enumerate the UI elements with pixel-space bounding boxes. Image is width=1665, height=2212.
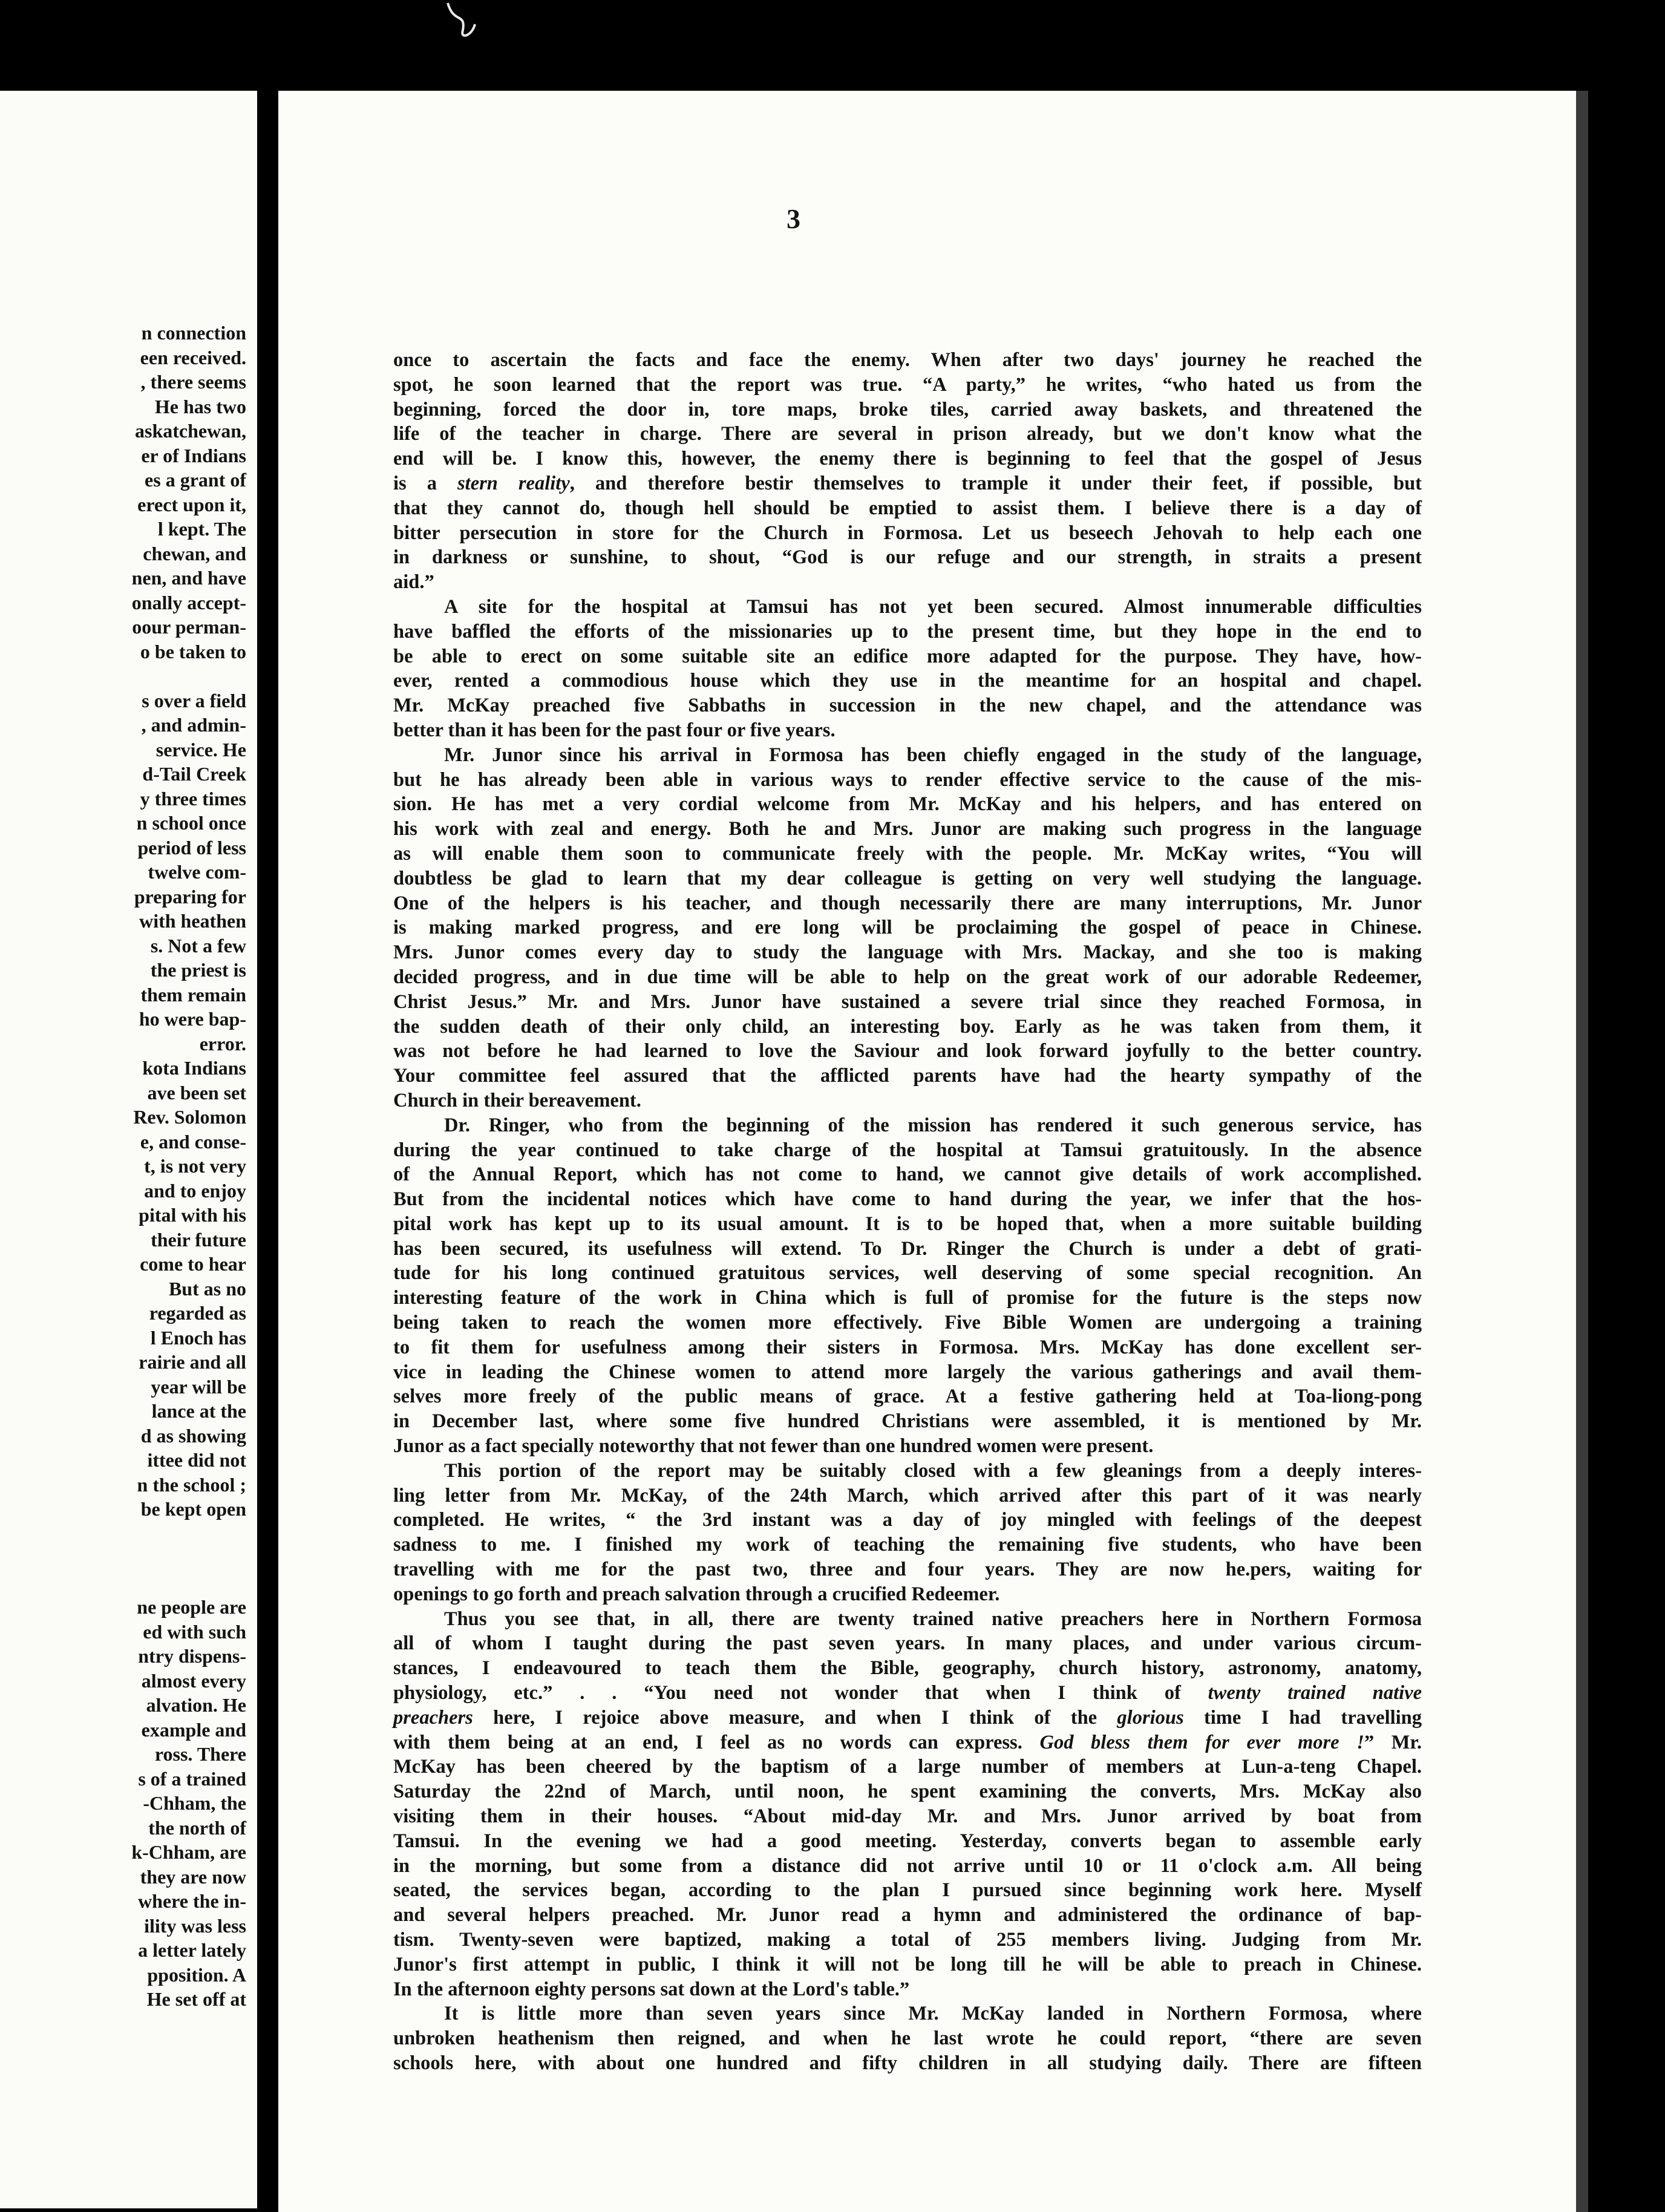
left-line: l Enoch has (150, 1326, 246, 1349)
left-line: ho were bap- (139, 1008, 246, 1030)
left-line: pposition. A (147, 1963, 246, 1986)
text-line: Mr. McKay preached five Sabbaths in succession in the new chapel, and the attendance was (393, 695, 1422, 717)
text-line: in darkness or sunshine, to shout, “God is our refuge and our strength, in straits a present (393, 546, 1422, 569)
text-line: has been secured, its usefulness will extend. To Dr. Ringer the Church is under a debt of grati- (393, 1237, 1422, 1260)
text-line: One of the helpers is his teacher, and though necessarily there are many interruptions, Mr. Junor (393, 892, 1422, 914)
left-line: lance at the (151, 1400, 246, 1422)
text-line: In the afternoon eighty persons sat down at the Lord's table.” (393, 1978, 910, 2000)
text-line: schools here, with about one hundred and fifty children in all studying daily. There are fifteen (393, 2052, 1422, 2074)
left-line: l kept. The (157, 518, 246, 540)
left-line: chewan, and (143, 542, 246, 564)
text-line: all of whom I taught during the past seven years. In many places, and under various circum- (393, 1632, 1422, 1655)
text-line: aid.” (393, 571, 434, 594)
left-line: s over a field (142, 689, 246, 712)
left-line: -Chham, the (143, 1792, 246, 1814)
text-line: but he has already been able in various ways to render effective service to the cause of the mis- (393, 768, 1422, 791)
left-line: d as showing (140, 1424, 246, 1447)
text-line: better than it has been for the past four or five years. (393, 719, 836, 741)
left-line: onally accept- (131, 591, 246, 614)
left-line: with heathen (139, 910, 246, 932)
italic-text: twenty trained native (1208, 1682, 1422, 1704)
text-line (393, 471, 1422, 496)
text-line: McKay has been cheered by the baptism of a large number of members at Lun-a-teng Chapel. (393, 1756, 1422, 1778)
left-line: period of less (137, 836, 246, 859)
text-line: It is little more than seven years since Mr. McKay landed in Northern Formosa, where (444, 2003, 1422, 2025)
gutter (257, 91, 278, 2208)
text-segment: physiology, etc.” . . “You need not wonder that when I think of (393, 1682, 1208, 1704)
left-line: pital with his (139, 1204, 246, 1226)
text-line: the sudden death of their only child, an interesting boy. Early as he was taken from them, it (393, 1015, 1422, 1038)
text-line: seated, the services began, according to the plan I pursued since beginning work here. Myself (393, 1879, 1422, 1902)
left-line: them remain (140, 983, 246, 1006)
text-line: ever, rented a commodious house which they use in the meantime for an hospital and chapel. (393, 670, 1422, 692)
left-line: He has two (154, 395, 246, 417)
left-line: year will be (151, 1375, 246, 1398)
text-line: sadness to me. I finished my work of teaching the remaining five students, who have been (393, 1534, 1422, 1556)
left-line: be kept open (140, 1498, 246, 1520)
page-edge-shadow (1576, 91, 1588, 2212)
left-line: where the in- (138, 1890, 246, 1912)
text-line: travelling with me for the past two, three and four years. They are now he.pers, waiting for (393, 1559, 1422, 1581)
text-line (393, 1706, 1422, 1730)
text-line: This portion of the report may be suitably closed with a few gleanings from a deeply interes- (444, 1459, 1422, 1482)
left-line: e, and conse- (140, 1130, 246, 1153)
text-line (393, 1730, 1422, 1755)
text-line: Mr. Junor since his arrival in Formosa has been chiefly engaged in the study of the language, (444, 744, 1422, 766)
left-line: y three times (140, 787, 246, 810)
text-line: A site for the hospital at Tamsui has not yet been secured. Almost innumerable difficulties (444, 595, 1422, 618)
left-line: askatchewan, (134, 420, 246, 442)
text-line (393, 1681, 1422, 1706)
italic-text: glorious (1117, 1706, 1184, 1729)
text-line: once to ascertain the facts and face the enemy. When after two days' journey he reached the (393, 349, 1422, 371)
text-line: and several helpers preached. Mr. Junor read a hymn and administered the ordinance of bap- (393, 1904, 1422, 1926)
text-line: sion. He has met a very cordial welcome from Mr. McKay and his helpers, and has entered on (393, 793, 1422, 816)
left-line: o be taken to (140, 640, 246, 663)
left-line: error. (199, 1032, 246, 1055)
text-line: Church in their bereavement. (393, 1089, 641, 1111)
left-line: come to hear (140, 1253, 246, 1275)
left-line: n connection (141, 322, 246, 344)
left-line: een received. (140, 346, 246, 368)
left-line: the north of (148, 1816, 246, 1839)
left-line: , and admin- (141, 714, 246, 736)
left-line (131, 1546, 246, 1571)
text-line: Saturday the 22nd of March, until noon, he spent examining the converts, Mrs. McKay also (393, 1781, 1422, 1803)
left-line: ittee did not (147, 1449, 246, 1471)
left-line: they are now (140, 1865, 246, 1888)
left-line (131, 1522, 246, 1546)
left-line: kota Indians (142, 1057, 246, 1079)
left-page-text (131, 321, 246, 2012)
left-line: alvation. He (146, 1694, 246, 1716)
left-line: rairie and all (139, 1351, 246, 1373)
left-line: es a grant of (145, 469, 246, 491)
left-line: a letter lately (138, 1939, 246, 1961)
text-line: ling letter from Mr. McKay, of the 24th March, which arrived after this part of it was nearly (393, 1484, 1422, 1507)
text-segment: here, I rejoice above measure, and when I think of the (473, 1706, 1117, 1729)
text-line: Mrs. Junor comes every day to study the language with Mrs. Mackay, and she too is making (393, 941, 1422, 964)
text-line: doubtless be glad to learn that my dear colleague is getting on very well studying the language. (393, 867, 1422, 889)
text-line: openings to go forth and preach salvation through a crucified Redeemer. (393, 1583, 1000, 1605)
text-line: is making marked progress, and ere long will be proclaiming the gospel of peace in Chinese. (393, 917, 1422, 939)
left-page-fragment (0, 91, 257, 2208)
left-line (131, 664, 246, 689)
left-line: n school once (136, 812, 246, 834)
text-line: stances, I endeavoured to teach them the Bible, geography, church history, astronomy, anatomy, (393, 1657, 1422, 1680)
left-line: k-Chham, are (131, 1841, 246, 1863)
italic-text: stern reality (457, 472, 570, 494)
text-line: completed. He writes, “ the 3rd instant was a day of joy mingled with feelings of the deepest (393, 1509, 1422, 1531)
text-line: tude for his long continued gratuitous services, well deserving of some special recognition. An (393, 1262, 1422, 1284)
left-line: example and (141, 1718, 246, 1741)
text-line: bitter persecution in store for the Church in Formosa. Let us beseech Jehovah to help each one (393, 522, 1422, 544)
left-line (131, 1571, 246, 1595)
text-line: selves more freely of the public means of grace. At a festive gathering held at Toa-liong-pong (393, 1386, 1422, 1408)
left-line: service. He (155, 738, 246, 761)
text-line: Tamsui. In the evening we had a good meeting. Yesterday, converts began to assemble early (393, 1830, 1422, 1852)
text-line: be able to erect on some suitable site an edifice more adapted for the purpose. They have, how- (393, 645, 1422, 667)
text-line: have baffled the efforts of the missionaries up to the present time, but they hope in the end to (393, 620, 1422, 643)
left-line: er of Indians (141, 444, 246, 466)
italic-text: God bless them for ever more ! (1039, 1731, 1364, 1753)
text-line: life of the teacher in charge. There are several in prison already, but we don't know what the (393, 423, 1422, 445)
left-line: Rev. Solomon (133, 1106, 246, 1128)
body-text (393, 348, 1422, 2076)
text-line: Dr. Ringer, who from the beginning of the mission has rendered it such generous service, has (444, 1114, 1422, 1136)
text-segment: time I had travelling (1183, 1706, 1422, 1729)
left-line: oour perman- (132, 616, 246, 638)
text-line: was not before he had learned to love the Saviour and look forward joyfully to the better country. (393, 1040, 1422, 1062)
left-line: But as no (168, 1277, 246, 1300)
text-line: Thus you see that, in all, there are twenty trained native preachers here in Northern Formosa (444, 1608, 1422, 1630)
left-line: n the school ; (137, 1473, 246, 1496)
text-line: tism. Twenty-seven were baptized, making a total of 255 members living. Judging from Mr. (393, 1929, 1422, 1951)
left-line: ntry dispens- (138, 1645, 246, 1667)
left-line: He set off at (146, 1988, 246, 2010)
left-line: nen, and have (131, 567, 246, 589)
left-line: erect upon it, (137, 493, 246, 515)
text-line: Christ Jesus.” Mr. and Mrs. Junor have sustained a severe trial since they reached Formosa, in (393, 990, 1422, 1013)
scan-mark (436, 0, 484, 42)
text-line: end will be. I know this, however, the enemy there is beginning to feel that the gospel of Jesus (393, 448, 1422, 470)
text-line: Junor as a fact specially noteworthy that not fewer than one hundred women were present. (393, 1435, 1154, 1458)
text-line: visiting them in their houses. “About mid-day Mr. and Mrs. Junor arrived by boat from (393, 1805, 1422, 1828)
text-line: Junor's first attempt in public, I think it will not be long till he will be able to preach in Chinese. (393, 1953, 1422, 1975)
text-line: unbroken heathenism then reigned, and when he last wrote he could report, “there are seven (393, 2027, 1422, 2050)
left-line: t, is not very (144, 1155, 246, 1177)
text-line: pital work has kept up to its usual amount. It is to be hoped that, when a more suitable building (393, 1212, 1422, 1235)
left-line: s of a trained (138, 1767, 246, 1790)
text-segment: is a (393, 472, 458, 494)
text-segment: ” Mr. (1364, 1731, 1422, 1753)
left-line: regarded as (149, 1302, 246, 1324)
text-line: vice in leading the Chinese women to attend more largely the various gatherings and avail them- (393, 1361, 1422, 1383)
left-line: ross. There (154, 1743, 246, 1765)
left-line: ave been set (147, 1081, 246, 1104)
text-line: in the morning, but some from a distance did not arrive until 10 or 11 o'clock a.m. All being (393, 1854, 1422, 1877)
left-line: the priest is (150, 959, 246, 981)
text-line: his work with zeal and energy. Both he and Mrs. Junor are making such progress in the language (393, 818, 1422, 840)
text-line: in December last, where some five hundred Christians were assembled, it is mentioned by Mr. (393, 1410, 1422, 1433)
text-line: spot, he soon learned that the report was true. “A party,” he writes, “who hated us from the (393, 373, 1422, 396)
text-segment: with them being at an end, I feel as no words can express. (393, 1731, 1040, 1753)
left-line: their future (151, 1228, 246, 1251)
text-line: being taken to reach the women more effectively. Five Bible Women are undergoing a training (393, 1312, 1422, 1334)
left-line: s. Not a few (150, 934, 246, 957)
left-line: almost every (141, 1669, 246, 1692)
left-line: and to enjoy (144, 1179, 246, 1202)
left-line: , there seems (140, 371, 246, 393)
text-line: But from the incidental notices which have come to hand during the year, we infer that the hos- (393, 1188, 1422, 1211)
left-line: ne people are (137, 1596, 246, 1618)
text-line: as will enable them soon to communicate freely with the people. Mr. McKay writes, “You will (393, 842, 1422, 865)
left-line: preparing for (134, 885, 246, 908)
text-line: beginning, forced the door in, tore maps, broke tiles, carried away baskets, and threatened the (393, 398, 1422, 420)
text-line: that they cannot do, though hell should be emptied to assist them. I believe there is a day of (393, 497, 1422, 519)
italic-text: preachers (393, 1706, 473, 1729)
text-line: to fit them for usefulness among their sisters in Formosa. Mrs. McKay has done excellent ser- (393, 1336, 1422, 1358)
left-line: ed with such (143, 1620, 246, 1643)
text-line: of the Annual Report, which has not come to hand, we cannot give details of work accomplished. (393, 1163, 1422, 1186)
text-line: decided progress, and in due time will be able to help on the great work of our adorable Redeemer, (393, 966, 1422, 988)
page-number: 3 (787, 203, 800, 234)
text-line: during the year continued to take charge of the hospital at Tamsui gratuitously. In the absence (393, 1139, 1422, 1161)
text-line: interesting feature of the work in China which is full of promise for the future is the steps now (393, 1287, 1422, 1309)
left-line: d-Tail Creek (142, 763, 246, 785)
text-line: Your committee feel assured that the afflicted parents have had the hearty sympathy of the (393, 1065, 1422, 1087)
left-line: twelve com- (148, 861, 246, 883)
text-segment: , and therefore bestir themselves to trample it under their feet, if possible, but (569, 472, 1422, 494)
left-line: ility was less (144, 1914, 246, 1937)
